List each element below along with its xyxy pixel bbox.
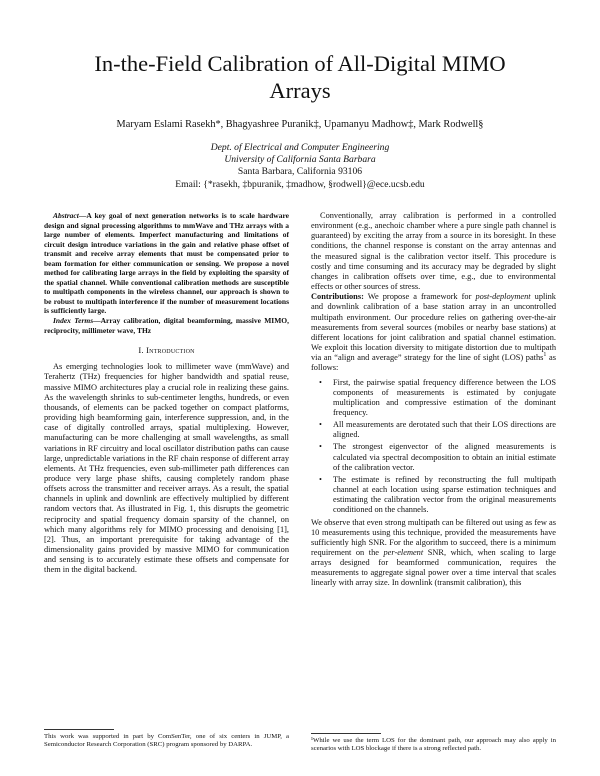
abstract bbox=[44, 211, 289, 316]
affiliation-dept: Dept. of Electrical and Computer Engineering bbox=[210, 142, 390, 153]
bullet-icon: • bbox=[319, 377, 322, 387]
snr-text-a: We observe that even strong multipath can be filtered out using as few as 10 measurements using this technique, provided the measurements have sufficiently high SNR. For the algorithm to succeed, there is a minimum requirement on the bbox=[311, 517, 556, 557]
bullet-icon: • bbox=[319, 474, 322, 484]
list-item bbox=[311, 442, 556, 472]
footnote-mark: 1 bbox=[543, 352, 547, 359]
contributions-text-a: We propose a framework for bbox=[363, 292, 476, 302]
bullet-text: The strongest eigenvector of the aligned measurements is calculated via spectral decomposition to obtain an initial estimate of the calibration vector. bbox=[333, 442, 556, 472]
contributions-emph: post-deployment bbox=[475, 292, 531, 302]
contributions-label: Contributions: bbox=[311, 292, 364, 302]
bullet-text: All measurements are derotated such that their LOS directions are aligned. bbox=[333, 420, 556, 440]
right-column bbox=[311, 211, 556, 589]
bullet-text: The estimate is refined by reconstructing the full multipath channel at each location using sparse estimation techniques and estimating the calibration vector from the original measurements conditioned on the channels. bbox=[333, 474, 556, 515]
snr-emph: per-element bbox=[383, 548, 424, 557]
title-line-2: Arrays bbox=[269, 78, 331, 103]
contribution-bullets bbox=[311, 378, 556, 516]
funding-footnote: This work was supported in part by ComSenTer, one of six centers in JUMP, a Semiconductor Research Corporation (SRC) program sponsored by DARPA. bbox=[44, 733, 289, 749]
affiliation-city: Santa Barbara, California 93106 bbox=[237, 166, 363, 178]
intro-paragraph: As emerging technologies look to millimeter wave (mmWave) and Terahertz (THz) frequencies for higher bandwidth and spatial reuse, massive MIMO architectures play a crucial role in realizing these gains. As the wavelength shrinks to sub-centimeter lengths, hundreds, or even thousands, of elements can be packed together on compact platforms, providing high beamforming gain, interference suppression, and, in the case of digitally controlled arrays, spatial multiplexing. However, manufacturing can be more challenging at small wavelengths, as small variations in RF circuitry and local oscillator distribution paths can cause large, unpredictable variations in the RF chain response of different array elements. At THz frequencies, even sub-millimeter path differences can produce very large phase shifts, causing completely random phase offsets across the transmitter and receiver arrays. As a result, the spatial channels in uplink and downlink are effectively multiplied by different random vectors that. As illustrated in Fig. 1, this disrupts the geometric reciprocity and spatial frequency domain sparsity of the channel, on which many algorithms rely for MIMO processing and denoising [1], [2]. Thus, an important prerequisite for taking advantage of the dimensionality gains provided by massive MIMO for communication and sensing is to accurately estimate these offsets and compensate for them in the digital backend. bbox=[44, 362, 289, 575]
affiliation-university: University of California Santa Barbara bbox=[224, 154, 376, 166]
left-column bbox=[44, 211, 289, 576]
list-item bbox=[311, 378, 556, 419]
abstract-text: —A key goal of next generation networks is to scale hardware design and signal processing algorithms to mmWave and THz arrays with a large number of elements. Imperfect manufacturing and limitations of circuit design introduce variations in the gain and relative phase offset of transmit and receive array elements that must be compensated prior to beam formation for either communication or sensing. We propose a novel method for calibrating large arrays in the field by exploiting the sparsity of the spatial channel. While conventional calibration methods are susceptible to multipath components in the wireless channel, our approach is shown to be robust to multipath interference if the number of measurement locations is sufficiently large. bbox=[44, 211, 289, 316]
snr-paragraph bbox=[311, 518, 556, 589]
bullet-icon: • bbox=[319, 442, 322, 452]
section-title: Introduction bbox=[146, 345, 195, 356]
section-number: I. bbox=[138, 345, 144, 356]
los-footnote: ¹While we use the term LOS for the dominant path, our approach may also apply in scenarios with LOS blockage if there is a strong reflected path. bbox=[311, 737, 556, 753]
contributions-paragraph bbox=[311, 292, 556, 373]
affiliation-block bbox=[60, 142, 540, 191]
index-terms-label: Index Terms bbox=[53, 316, 94, 326]
footnote-rule-right bbox=[311, 733, 381, 734]
bullet-icon: • bbox=[319, 420, 322, 430]
contributions-text-b: uplink and downlink calibration of a base station array in an uncontrolled multipath environment. Our procedure relies on gathering over-the-air measurements from several sources (mobiles or nearby base stations) at different locations for joint calibration and spatial channel estimation. We exploit this location diversity to mitigate distortion due to multipath via an “align and average” strategy for the line of sight (LOS) paths bbox=[311, 292, 556, 363]
calibration-paragraph: Conventionally, array calibration is performed in a controlled environment (e.g., anechoic chamber where a pure single path channel is guaranteed) by exciting the array from a source in its boresight. In these conditions, the channel response is constant on the array antennas and the measured signal is the calibration vector itself. This procedure is costly and time consuming and its accuracy may be degraded by slight changes in calibration offsets over time, e.g., due to environmental effects or other sources of stress. bbox=[311, 211, 556, 292]
section-heading-introduction bbox=[44, 345, 289, 355]
author-list: Maryam Eslami Rasekh*, Bhagyashree Puranik‡, Upamanyu Madhow‡, Mark Rodwell§ bbox=[116, 119, 484, 130]
title-line-1: In-the-Field Calibration of All-Digital MIMO bbox=[94, 51, 506, 76]
affiliation-email: Email: {*rasekh, ‡bpuranik, ‡madhow, §rodwell}@ece.ucsb.edu bbox=[175, 178, 425, 190]
footnote-rule-left bbox=[44, 729, 114, 730]
bullet-text: First, the pairwise spatial frequency difference between the LOS components of measurements is estimated by conjugate multiplication and compressive estimation of the dominant frequency. bbox=[333, 377, 556, 417]
list-item bbox=[311, 420, 556, 440]
snr-text-b: SNR, which, when scaling to large arrays designed for beamformed communication, requires the measurements to aggregate signal power over a time interval that scales linearly with array size. In downlink (transmit calibration), this bbox=[311, 548, 556, 588]
index-terms bbox=[44, 316, 289, 335]
index-terms-text: —Array calibration, digital beamforming, massive MIMO, reciprocity, millimeter wave, THz bbox=[44, 316, 290, 335]
paper-title bbox=[60, 50, 540, 104]
contributions-text-c: as follows: bbox=[311, 353, 556, 373]
list-item bbox=[311, 475, 556, 516]
abstract-label: Abstract bbox=[53, 211, 79, 220]
